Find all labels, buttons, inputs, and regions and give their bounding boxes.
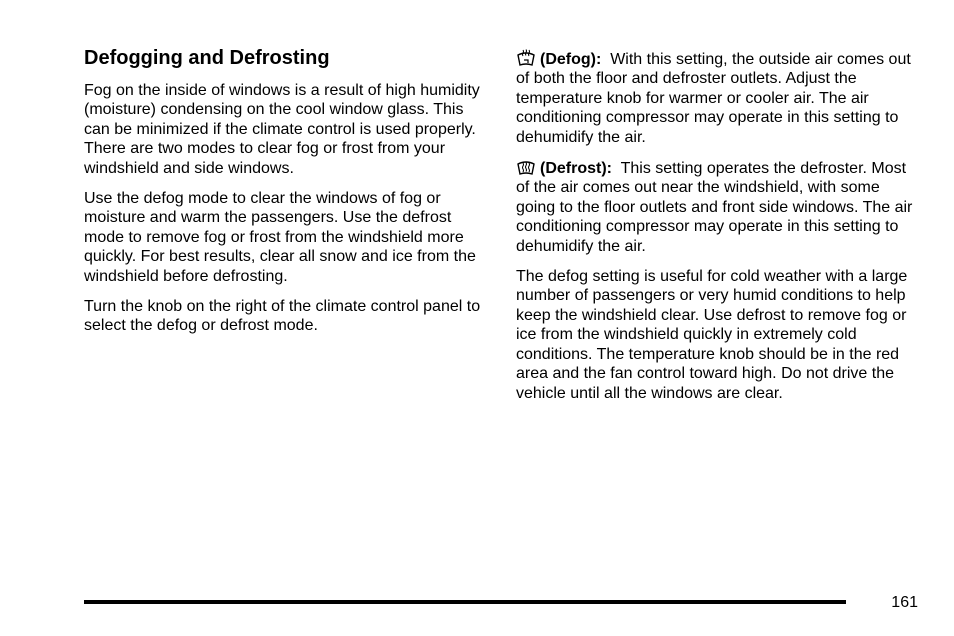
defog-term: (Defog): <box>540 51 602 68</box>
defog-icon <box>516 49 536 67</box>
defrost-icon <box>516 158 536 176</box>
paragraph-fog-intro: Fog on the inside of windows is a result of high humidity (moisture) condensing on the cool window glass. This can be minimized if the climate control is used properly. There are two modes to clear fog or frost from your windshield and side windows. <box>84 82 480 177</box>
defrost-text: This setting operates the defroster. Most of the air comes out near the windshield, with some going to the floor outlets and front side windows. The air conditioning compressor may operate in this setting to dehumidify the air. <box>516 160 913 255</box>
defrost-term: (Defrost): <box>540 160 612 178</box>
right-column <box>516 46 916 414</box>
defrost-entry <box>516 158 916 256</box>
footer-rule <box>84 600 846 604</box>
paragraph-knob: Turn the knob on the right of the climate control panel to select the defog or defrost mode. <box>84 298 481 335</box>
paragraph-defog-mode: Use the defog mode to clear the windows of fog or moisture and warm the passengers. Use the defrost mode to remove fog or frost from the windshield more quickly. For best results, clear all snow and ice from the windshield before defrosting. <box>84 190 476 285</box>
defog-text: With this setting, the outside air comes out of both the floor and defroster outlets. Adjust the temperature knob for warmer or cooler air. The air conditioning compressor may operate in this setting to dehumidify the air. <box>516 51 911 146</box>
paragraph-defog-note: The defog setting is useful for cold weather with a large number of passengers or very humid conditions to help keep the windshield clear. Use defrost to remove fog or ice from the windshield quickly in extremely cold conditions. The temperature knob should be in the red area and the fan control toward high. Do not drive the vehicle until all the windows are clear. <box>516 268 908 402</box>
left-column <box>84 46 490 347</box>
page-number: 161 <box>891 594 918 611</box>
section-heading: Defogging and Defrosting <box>84 47 330 69</box>
defog-entry <box>516 49 916 147</box>
